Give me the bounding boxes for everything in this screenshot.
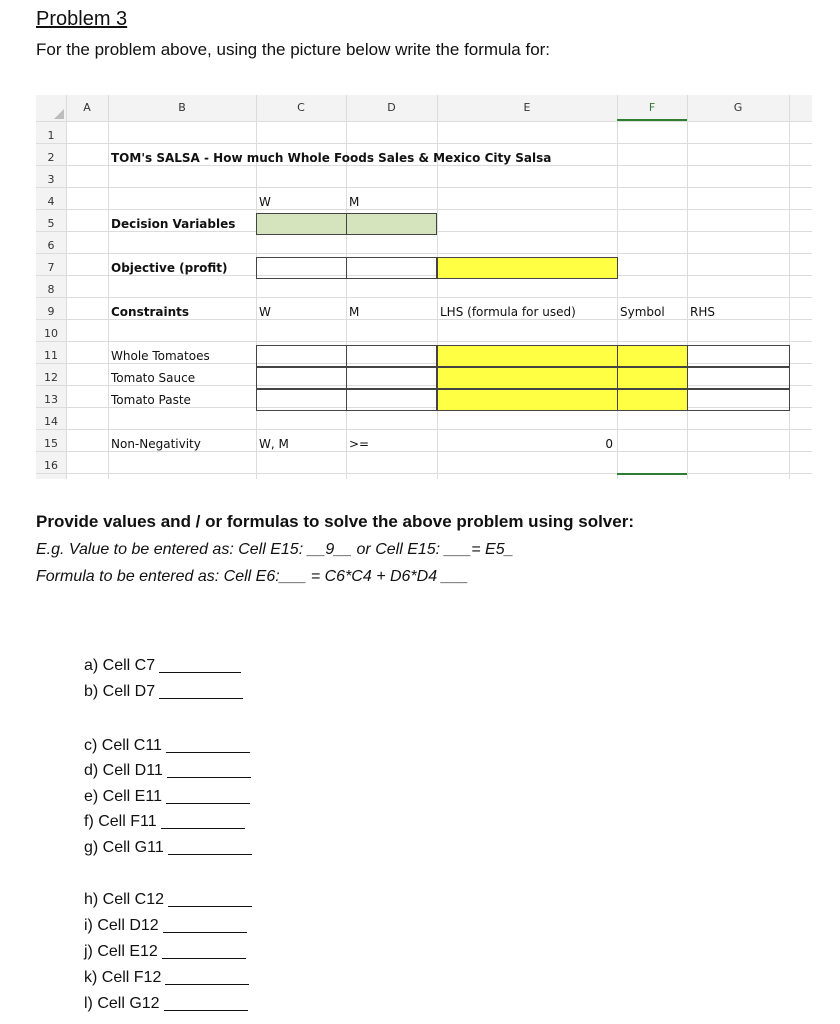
- row-header-14[interactable]: 14: [44, 415, 58, 428]
- column-header-b[interactable]: B: [178, 101, 186, 114]
- question-k: k) Cell F12: [84, 969, 249, 987]
- row-header-10[interactable]: 10: [44, 327, 58, 340]
- non-negativity-value: 0: [605, 437, 613, 451]
- row-header-2[interactable]: 2: [47, 151, 55, 164]
- question-g: g) Cell G11: [84, 839, 252, 857]
- row-header-7[interactable]: 7: [47, 261, 55, 274]
- non-negativity-vars: W, M: [259, 437, 289, 451]
- cell-e11[interactable]: [437, 345, 618, 367]
- question-j: j) Cell E12: [84, 943, 246, 961]
- select-all-icon[interactable]: [54, 109, 64, 119]
- whole-tomatoes-label: Whole Tomatoes: [111, 349, 210, 363]
- objective-label: Objective (profit): [111, 261, 228, 275]
- active-cell-indicator: [617, 473, 687, 475]
- tomato-sauce-label: Tomato Sauce: [111, 371, 196, 385]
- cell-d5[interactable]: [346, 213, 437, 235]
- cell-f11[interactable]: [617, 345, 688, 367]
- instructions-heading: Provide values and / or formulas to solve the above problem using solver:: [36, 512, 634, 531]
- answer-blank[interactable]: [162, 957, 246, 959]
- row-header-1[interactable]: 1: [47, 129, 55, 142]
- cell-d13[interactable]: [346, 389, 437, 411]
- spreadsheet: [36, 95, 812, 479]
- cell-c11[interactable]: [256, 345, 347, 367]
- label-m: M: [349, 195, 360, 209]
- cell-d7[interactable]: [346, 257, 437, 279]
- column-header-d[interactable]: D: [387, 101, 396, 114]
- cell-g12[interactable]: [687, 367, 790, 389]
- row-header-16[interactable]: 16: [44, 459, 58, 472]
- row-header-4[interactable]: 4: [47, 195, 55, 208]
- example-formula-line: Formula to be entered as: Cell E6:___ = C6*C4 + D6*D4 ___: [36, 568, 469, 585]
- answer-blank[interactable]: [161, 827, 245, 829]
- question-l: l) Cell G12: [84, 995, 248, 1013]
- column-header-a[interactable]: A: [83, 101, 91, 114]
- problem-intro: For the problem above, using the picture below write the formula for:: [36, 40, 551, 59]
- cell-e7[interactable]: [437, 257, 618, 279]
- cell-d11[interactable]: [346, 345, 437, 367]
- symbol-label: Symbol: [620, 305, 665, 319]
- answer-blank[interactable]: [159, 671, 241, 673]
- cell-e13[interactable]: [437, 389, 618, 411]
- row-header-8[interactable]: 8: [47, 283, 55, 296]
- problem-title: Problem 3: [36, 8, 128, 30]
- question-i: i) Cell D12: [84, 917, 247, 935]
- cell-f12[interactable]: [617, 367, 688, 389]
- column-header-g[interactable]: G: [733, 101, 743, 114]
- cell-f13[interactable]: [617, 389, 688, 411]
- non-negativity-label: Non-Negativity: [111, 437, 201, 451]
- question-f: f) Cell F11: [84, 813, 245, 831]
- question-h: h) Cell C12: [84, 891, 252, 909]
- sheet-title: TOM's SALSA - How much Whole Foods Sales & Mexico City Salsa: [111, 151, 552, 165]
- answer-blank[interactable]: [164, 1009, 248, 1011]
- question-d: d) Cell D11: [84, 762, 251, 780]
- row-header-13[interactable]: 13: [44, 393, 58, 406]
- answer-blank[interactable]: [168, 853, 252, 855]
- question-a: a) Cell C7: [84, 657, 241, 675]
- column-header-c[interactable]: C: [297, 101, 305, 114]
- decision-variables-label: Decision Variables: [111, 217, 236, 231]
- answer-blank[interactable]: [159, 697, 243, 699]
- non-negativity-symbol: >=: [349, 437, 370, 451]
- answer-blank[interactable]: [166, 802, 250, 804]
- row-header-11[interactable]: 11: [44, 349, 58, 362]
- rhs-label: RHS: [690, 305, 715, 319]
- question-e: e) Cell E11: [84, 788, 250, 806]
- row-header-3[interactable]: 3: [47, 173, 55, 186]
- cell-g13[interactable]: [687, 389, 790, 411]
- cell-c5[interactable]: [256, 213, 347, 235]
- column-header-e[interactable]: E: [523, 101, 531, 114]
- tomato-paste-label: Tomato Paste: [111, 393, 191, 407]
- answer-blank[interactable]: [167, 776, 251, 778]
- row-header-6[interactable]: 6: [47, 239, 55, 252]
- cell-e12[interactable]: [437, 367, 618, 389]
- answer-blank[interactable]: [168, 905, 252, 907]
- constraint-col-m: M: [349, 305, 360, 319]
- cell-c12[interactable]: [256, 367, 347, 389]
- column-header-f[interactable]: F: [617, 95, 687, 121]
- cell-c13[interactable]: [256, 389, 347, 411]
- label-w: W: [259, 195, 271, 209]
- answer-blank[interactable]: [163, 931, 247, 933]
- cell-d12[interactable]: [346, 367, 437, 389]
- question-c: c) Cell C11: [84, 737, 250, 755]
- question-b: b) Cell D7: [84, 683, 243, 701]
- row-header-9[interactable]: 9: [47, 305, 55, 318]
- lhs-label: LHS (formula for used): [440, 305, 576, 319]
- constraints-label: Constraints: [111, 305, 190, 319]
- constraint-col-w: W: [259, 305, 271, 319]
- row-header-5[interactable]: 5: [47, 217, 55, 230]
- row-header-15[interactable]: 15: [44, 437, 58, 450]
- cell-g11[interactable]: [687, 345, 790, 367]
- example-value-line: E.g. Value to be entered as: Cell E15: __9__ or Cell E15: ___= E5_: [36, 541, 514, 558]
- answer-blank[interactable]: [166, 751, 250, 753]
- row-header-12[interactable]: 12: [44, 371, 58, 384]
- answer-blank[interactable]: [165, 983, 249, 985]
- cell-c7[interactable]: [256, 257, 347, 279]
